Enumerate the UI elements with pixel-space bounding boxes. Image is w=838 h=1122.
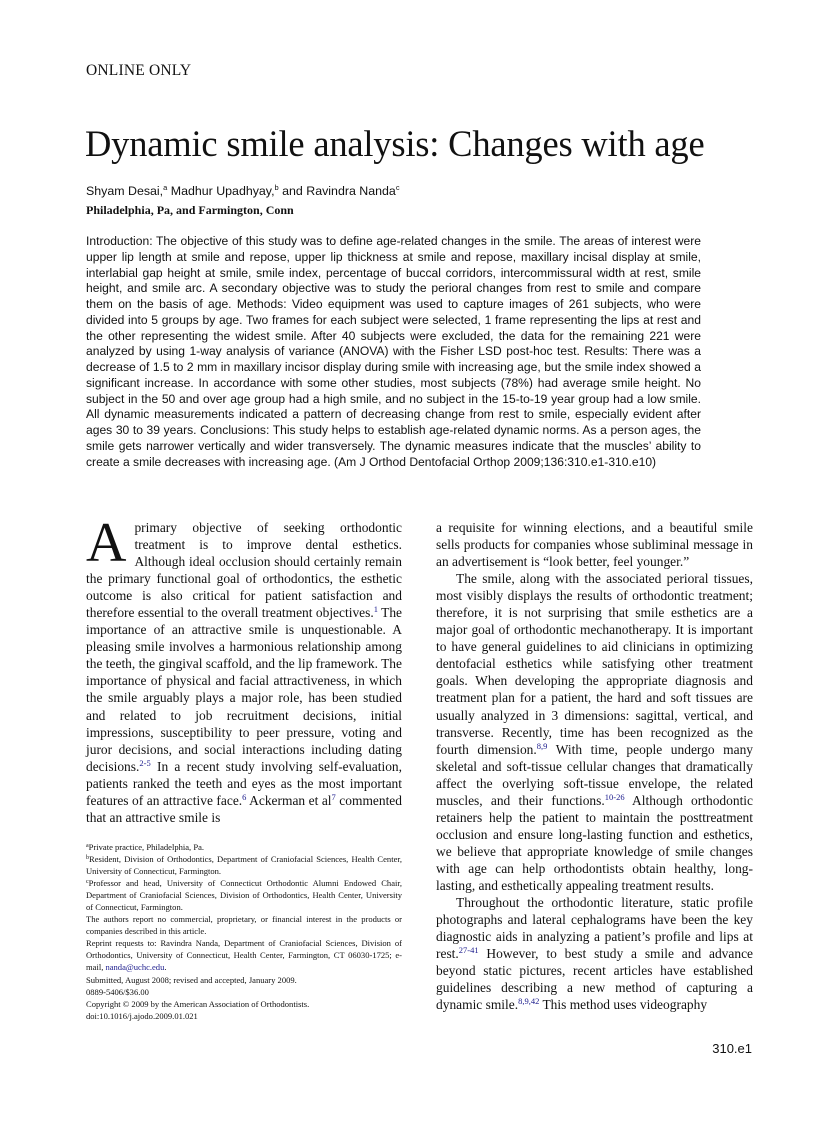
affiliation-mark: c xyxy=(395,183,400,192)
author-name: Shyam Desai, xyxy=(86,184,164,198)
page-number: 310.e1 xyxy=(712,1041,752,1056)
text-run: primary objective of seeking orthodontic treatment is to improve dental esthetics. Although ideal occlusion should certainly remain the primary functional goal of orthodontics, the esthetic outcome is also critical for patient satisfaction and therefore essential to the overall treatment objectives. xyxy=(86,520,402,621)
text-run: a requisite for winning elections, and a beautiful smile sells products for companies whose subliminal message in an advertisement is “look better, feel younger.” xyxy=(436,520,753,570)
text-run: In a recent study involving self-evaluation, patients ranked the teeth and eyes as the most important features of an attractive face. xyxy=(86,758,402,808)
citation-ref[interactable]: 27-41 xyxy=(458,945,479,956)
text-run: commented that an attractive smile is xyxy=(86,792,402,825)
reprint-request: Reprint requests to: Ravindra Nanda, Department of Craniofacial Sciences, Division of Orthodontics, University of Connecticut, Health Center, Farmington, CT 06030-1725; e-mail, nanda@uchc.edu. xyxy=(86,938,402,973)
section-label: ONLINE ONLY xyxy=(86,62,192,79)
article-title: Dynamic smile analysis: Changes with age xyxy=(85,123,705,164)
author-list xyxy=(86,184,400,198)
text-run: With time, people undergo many skeletal and soft-tissue cellular changes that dramatically affect the overlying soft-tissue envelope, the related muscles, and their functions. xyxy=(436,741,754,808)
citation-ref[interactable]: 1 xyxy=(373,604,378,615)
author-name: Madhur Upadhyay, xyxy=(167,184,275,198)
disclosure-note: The authors report no commercial, proprietary, or financial interest in the products or companies described in this article. xyxy=(86,914,402,937)
footnote-c: $^c$Professor and head, University of Connecticut Orthodontic Alumni Endowed Chair, Department of Craniofacial Sciences, Division of Orthodontics, Health Center, University of Connecticut, Farmington. xyxy=(86,878,402,913)
copyright: Copyright © 2009 by the American Association of Orthodontists. xyxy=(86,998,310,1009)
submission-dates: Submitted, August 2008; revised and accepted, January 2009. xyxy=(86,974,297,985)
right-paragraphs xyxy=(436,519,753,1013)
doi: doi:10.1016/j.ajodo.2009.01.021 xyxy=(86,1010,198,1021)
body-paragraph xyxy=(436,570,753,894)
footnotes xyxy=(86,841,402,1022)
drop-cap: A xyxy=(86,512,127,574)
text-run: The importance of an attractive smile is unquestionable. A pleasing smile involves a harmonious relationship among the teeth, the gingival scaffold, and the lip framework. The importance of physical and facial attractiveness, in which the smile arguably plays a major role, has been studied and related to job recruitment decisions, initial impressions, susceptibility to peer pressure, voting and juror decisions, and social interactions including dating decisions. xyxy=(86,605,403,774)
citation-ref[interactable]: 8,9,42 xyxy=(518,996,540,1007)
text-run: The smile, along with the associated perioral tissues, most visibly displays the results of orthodontic treatment; therefore, it is not surprising that smile esthetics are a major goal of orthodontic mechanotherapy. It is important to have general guidelines to aid clinicians in optimizing dentofacial esthetics while satisfying other treatment goals. When developing the appropriate diagnosis and treatment plan for a patient, the hard and soft tissues are usually analyzed in 3 dimensions: sagittal, vertical, and transverse. Recently, time has been recognized as the fourth dimension. xyxy=(436,571,753,757)
email-link[interactable]: nanda@uchc.edu xyxy=(105,962,165,973)
citation-ref[interactable]: 8,9 xyxy=(536,740,548,751)
body-paragraph xyxy=(436,519,753,570)
affiliation-mark: b xyxy=(274,183,279,192)
citation-ref[interactable]: 6 xyxy=(242,791,247,802)
affiliation-mark: a xyxy=(163,183,168,192)
abstract: Introduction: The objective of this study was to define age-related changes in the smile. The areas of interest were upper lip length at smile and repose, upper lip thickness at smile and repose, maxillary incisal display at smile, interlabial gap height at smile, smile index, percentage of buccal corridors, intercommissural width at rest, smile height, and smile arc. A secondary objective was to study the perioral changes from rest to smile and compare them on the basis of age. Methods: Video equipment was used to capture images of 261 subjects, who were divided into 5 groups by age. Two frames for each subject were selected, 1 frame representing the lips at rest and the other representing the widest smile. After 40 subjects were excluded, the data for the remaining 221 were analyzed by using 1-way analysis of variance (ANOVA) with the Fisher LSD post-hoc test. Results: There was a decrease of 1.5 to 2 mm in maxillary incisor display during smile with increasing age, but the smile index showed a significant increase. In accordance with some other studies, most subjects (78%) had average smile height. No subject in the 50 and over age group had a high smile, and no subject in the 15-to-19 year group had a low smile. All dynamic measurements indicated a pattern of decreasing change from rest to smile, especially evident after ages 30 to 39 years. Conclusions: This study helps to establish age-related dynamic norms. As a person ages, the smile gets narrower vertically and wider transversely. The dynamic measures indicate that the muscles’ ability to create a smile decreases with increasing age. (Am J Orthod Dentofacial Orthop 2009;136:310.e1-310.e10) xyxy=(86,234,701,469)
body-column-right xyxy=(436,519,753,1013)
footnote-a: $^a$Private practice, Philadelphia, Pa. xyxy=(86,842,205,852)
text-run: This method uses videography xyxy=(539,997,708,1013)
author-location: Philadelphia, Pa, and Farmington, Conn xyxy=(86,203,294,217)
body-paragraph xyxy=(436,894,753,1013)
issn: 0889-5406/$36.00 xyxy=(86,986,149,997)
text-run: Although orthodontic retainers help the patient to maintain the posttreatment occlusion and ensure long-lasting function and esthetics, we believe that appropriate knowledge of smile changes with age can help orthodontists obtain healthy, long-lasting, and esthetically appealing treatment results. xyxy=(436,792,754,893)
text-run: However, to best study a smile and advance beyond static pictures, recent articles have established guidelines describing a new method of capturing a dynamic smile. xyxy=(436,946,753,1013)
text-run: Throughout the orthodontic literature, static profile photographs and lateral cephalograms have been the key diagnostic aids in analyzing a patient’s profile and lips at rest. xyxy=(436,895,753,962)
citation-ref[interactable]: 2-5 xyxy=(139,757,151,768)
author-name: and Ravindra Nanda xyxy=(278,184,396,198)
left-paragraphs xyxy=(86,512,403,826)
citation-ref[interactable]: 7 xyxy=(331,791,336,802)
body-column-left xyxy=(86,512,403,826)
citation-ref[interactable]: 10-26 xyxy=(604,791,625,802)
body-paragraph xyxy=(86,512,403,826)
footnote-b: $^b$Resident, Division of Orthodontics, Department of Craniofacial Sciences, Health Center, University of Connecticut, Farmington. xyxy=(86,854,402,877)
text-run: Ackerman et al xyxy=(246,792,332,808)
